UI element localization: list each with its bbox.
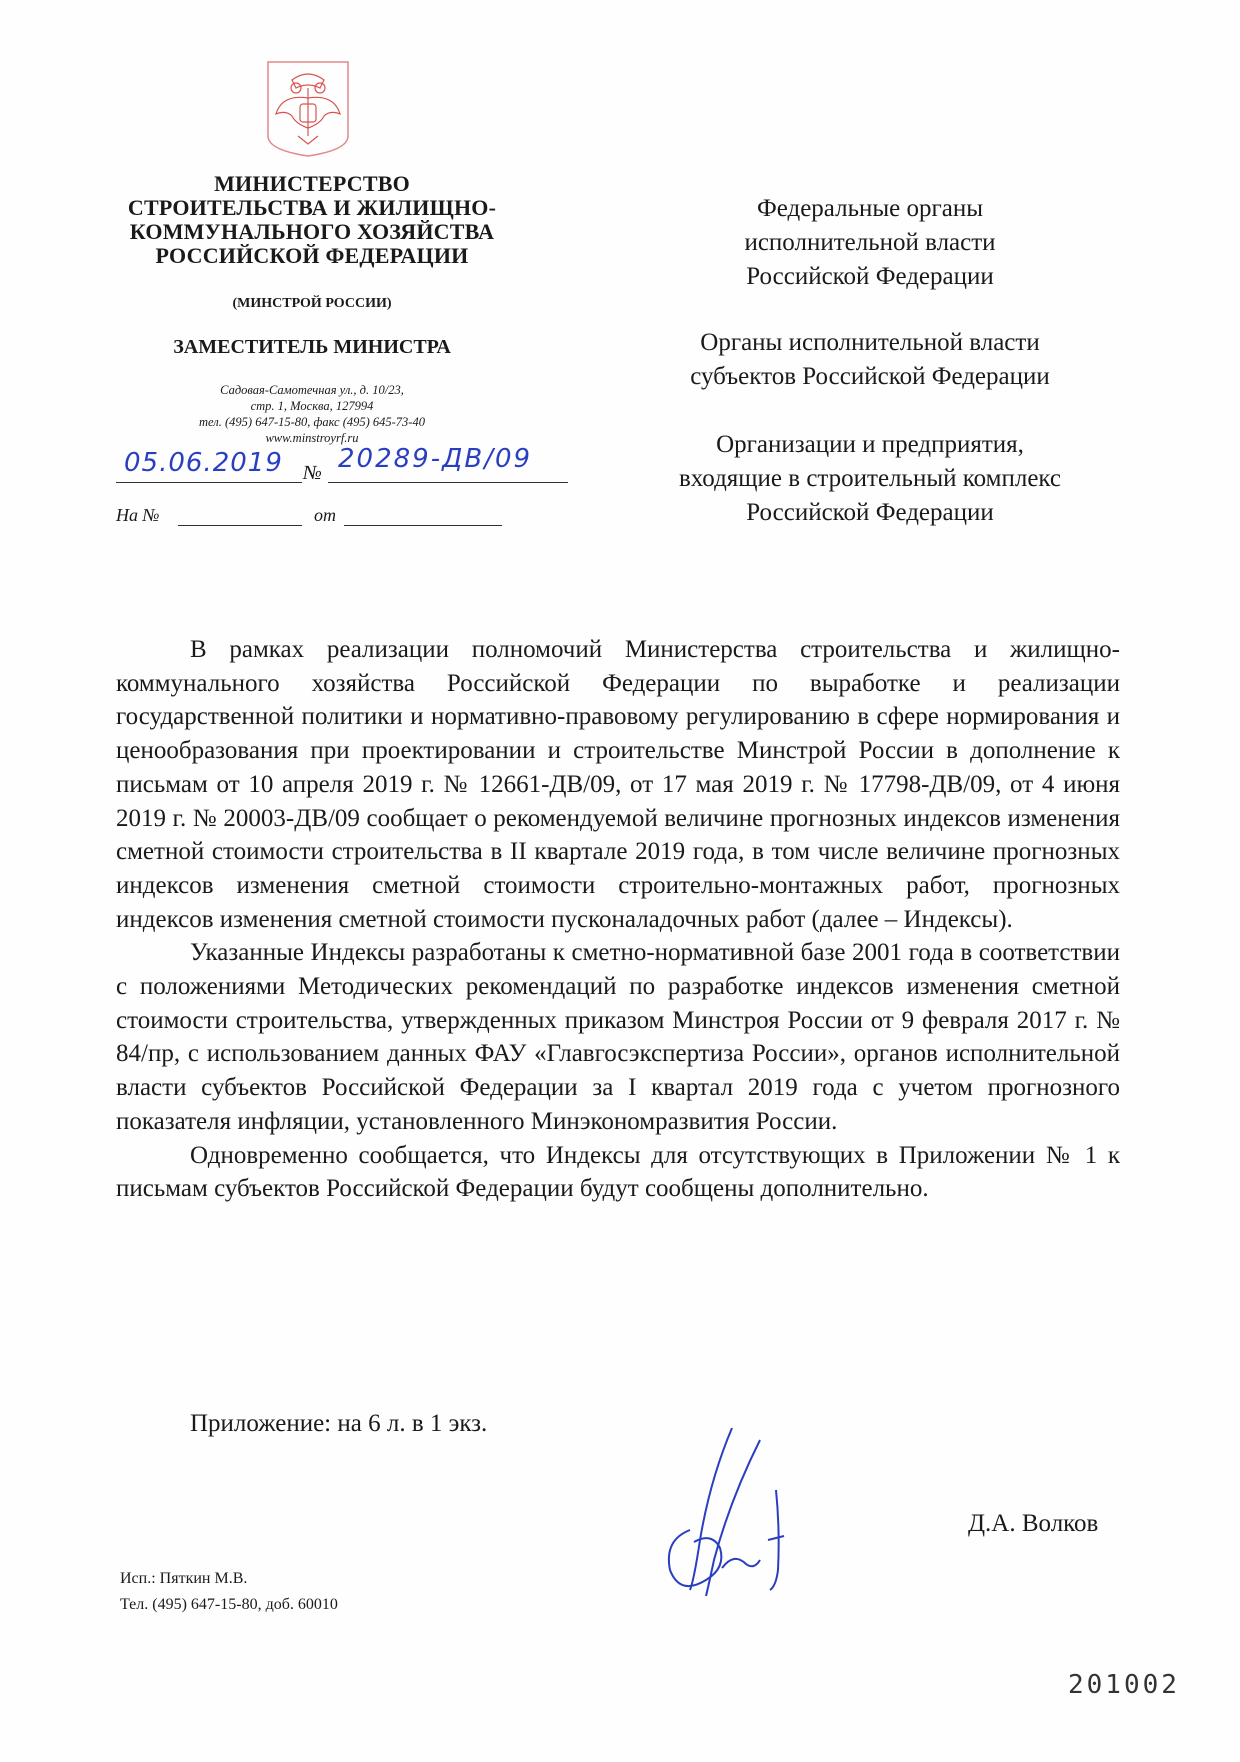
address-line: тел. (495) 647-15-80, факс (495) 645-73-40	[199, 415, 425, 429]
addressee-line: Российской Федерации	[746, 499, 994, 526]
date-underline	[116, 482, 302, 483]
body-paragraph: Одновременно сообщается, что Индексы для отсутствующих в Приложении № 1 к письмам субъектов Российской Федерации будут сообщены дополнительно.	[116, 1141, 1120, 1203]
ministry-short-name: (МИНСТРОЙ РОССИИ)	[232, 296, 392, 311]
sender-address	[112, 382, 512, 446]
ministry-line: СТРОИТЕЛЬСТВА И ЖИЛИЩНО-	[127, 195, 497, 220]
ministry-name	[112, 172, 512, 268]
addressee-line: Органы исполнительной власти	[700, 329, 1040, 356]
reference-line	[116, 505, 516, 531]
reference-date-label: от	[314, 505, 336, 525]
addressee-line: Российской Федерации	[746, 263, 994, 290]
body-paragraph: Указанные Индексы разработаны к сметно-нормативной базе 2001 года в соответствии с положениями Методических рекомендаций по разработке индексов изменения сметной стоимости строительства, утвержденных приказом Минстроя России от 9 февраля 2017 г. № 84/пр, с использованием данных ФАУ «Главгосэкспертиза России», органов исполнительной власти субъектов Российской Федерации за I квартал 2019 года с учетом прогнозного показателя инфляции, установленного Минэкономразвития России.	[116, 939, 1120, 1135]
ministry-line: РОССИЙСКОЙ ФЕДЕРАЦИИ	[155, 243, 469, 268]
executor-phone: Тел. (495) 647-15-80, доб. 60010	[120, 1596, 338, 1613]
registration-date: 05.06.2019	[124, 448, 283, 478]
executor-name: Исп.: Пяткин М.В.	[120, 1570, 248, 1587]
number-sign: №	[303, 462, 322, 484]
addressee-line: исполнительной власти	[744, 229, 996, 256]
document-code: 201002	[1068, 1670, 1180, 1700]
address-line: стр. 1, Москва, 127994	[250, 399, 374, 413]
registration-line	[116, 444, 576, 490]
registration-number: 20289-ДВ/09	[338, 444, 533, 474]
addressee-line: субъектов Российской Федерации	[690, 363, 1050, 390]
ministry-line: МИНИСТЕРСТВО	[214, 171, 410, 196]
address-line: www.minstroyrf.ru	[265, 431, 359, 445]
addressee-regional	[620, 326, 1120, 394]
executor-info	[120, 1566, 338, 1618]
handwritten-signature	[650, 1420, 830, 1620]
reference-number-blank	[178, 525, 302, 526]
ministry-line: КОММУНАЛЬНОГО ХОЗЯЙСТВА	[129, 219, 495, 244]
signer-name: Д.А. Волков	[968, 1510, 1099, 1537]
addressee-federal	[620, 192, 1120, 294]
coat-of-arms-emblem	[262, 58, 354, 158]
addressee-line: Федеральные органы	[756, 195, 984, 222]
body-paragraph: В рамках реализации полномочий Министерства строительства и жилищно-коммунального хозяйства Российской Федерации по выработке и реализации государственной политики и нормативно-правовому регулированию в сфере нормирования и ценообразования при проектировании и строительстве Минстрой России в дополнение к письмам от 10 апреля 2019 г. № 12661-ДВ/09, от 17 мая 2019 г. № 17798-ДВ/09, от 4 июня 2019 г. № 20003-ДВ/09 сообщает о рекомендуемой величине прогнозных индексов изменения сметной стоимости строительства в II квартале 2019 года, в том числе величине прогнозных индексов изменения сметной стоимости строительно-монтажных работ, прогнозных индексов изменения сметной стоимости пусконаладочных работ (далее – Индексы).	[116, 636, 1120, 933]
addressee-line: Организации и предприятия,	[716, 431, 1024, 458]
reference-date-blank	[344, 525, 502, 526]
address-line: Садовая-Самотечная ул., д. 10/23,	[220, 383, 404, 397]
letter-body	[116, 633, 1120, 1206]
addressee-line: входящие в строительный комплекс	[678, 465, 1062, 492]
addressee-organizations	[620, 428, 1120, 530]
attachment-note: Приложение: на 6 л. в 1 экз.	[190, 1410, 488, 1437]
number-underline	[328, 482, 568, 483]
reference-number-label: На №	[116, 505, 160, 525]
sender-position: ЗАМЕСТИТЕЛЬ МИНИСТРА	[173, 336, 451, 358]
